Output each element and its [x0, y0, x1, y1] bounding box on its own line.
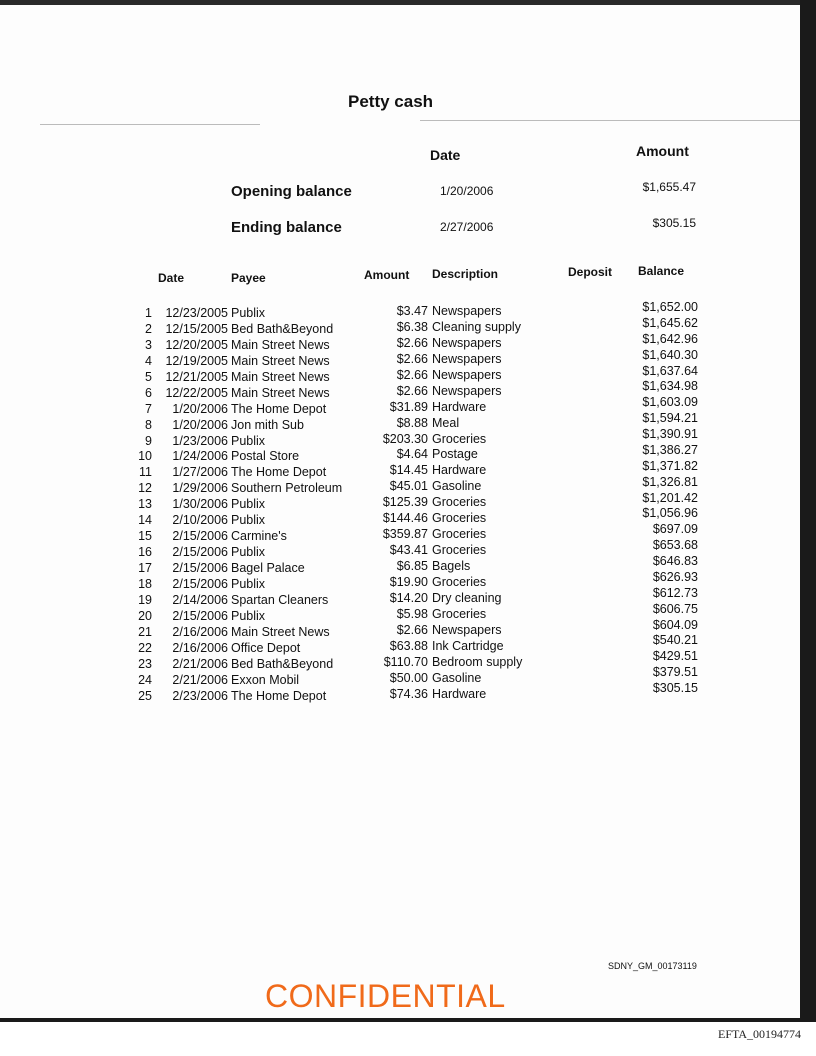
- summary-date-header: Date: [430, 147, 461, 163]
- row-balance: $612.73: [652, 585, 698, 600]
- doc-id: SDNY_GM_00173119: [608, 961, 697, 971]
- row-description: Bedroom supply: [432, 654, 523, 669]
- row-balance: $540.21: [652, 633, 698, 648]
- row-number: 22: [138, 640, 152, 655]
- row-amount: $2.66: [396, 383, 428, 398]
- row-amount: $125.39: [382, 495, 428, 510]
- row-description: Newspapers: [432, 335, 502, 350]
- row-description: Groceries: [432, 574, 487, 589]
- row-balance: $1,640.30: [642, 347, 698, 362]
- row-payee: Publix: [231, 306, 266, 320]
- row-number: 5: [145, 369, 152, 384]
- row-description: Newspapers: [432, 622, 502, 637]
- row-date: 1/24/2006: [172, 449, 228, 464]
- row-payee: Main Street News: [231, 353, 330, 368]
- row-balance: $626.93: [652, 569, 698, 584]
- row-description: Groceries: [432, 431, 487, 446]
- row-number: 18: [138, 576, 152, 591]
- row-balance: $646.83: [652, 554, 698, 569]
- row-number: 2: [145, 321, 152, 336]
- row-amount: $203.30: [382, 431, 428, 446]
- row-amount: $8.88: [396, 415, 428, 430]
- row-payee: Bed Bath&Beyond: [231, 321, 334, 336]
- row-amount: $19.90: [389, 574, 428, 589]
- scan-edge-right: [800, 0, 816, 1022]
- row-date: 1/20/2006: [172, 401, 228, 416]
- confidential-stamp: CONFIDENTIAL: [265, 978, 506, 1014]
- row-number: 21: [138, 624, 152, 639]
- row-balance: $1,634.98: [642, 379, 698, 394]
- row-number: 3: [145, 337, 152, 352]
- row-number: 25: [138, 688, 152, 703]
- row-balance: $697.09: [652, 522, 698, 537]
- row-amount: $4.64: [396, 447, 428, 462]
- row-amount: $144.46: [382, 511, 428, 526]
- row-amount: $2.66: [396, 335, 428, 350]
- row-date: 2/14/2006: [172, 592, 228, 607]
- row-balance: $606.75: [652, 601, 698, 616]
- row-description: Groceries: [432, 527, 487, 542]
- row-payee: Carmine's: [231, 529, 287, 544]
- row-date: 12/15/2005: [165, 321, 228, 336]
- row-amount: $50.00: [389, 670, 428, 685]
- row-payee: Publix: [231, 608, 266, 623]
- row-date: 2/21/2006: [172, 656, 228, 671]
- ending-balance-label: Ending balance: [231, 219, 342, 236]
- row-date: 2/15/2006: [172, 545, 228, 560]
- row-description: Hardware: [432, 399, 487, 414]
- row-balance: $1,642.96: [642, 331, 698, 346]
- row-description: Newspapers: [432, 367, 502, 382]
- opening-balance-date: 1/20/2006: [440, 184, 494, 198]
- row-payee: The Home Depot: [231, 688, 327, 703]
- row-description: Groceries: [432, 495, 487, 510]
- scan-edge-bottom: [0, 1018, 816, 1022]
- row-amount: $14.20: [389, 590, 428, 605]
- row-amount: $3.47: [396, 304, 428, 318]
- row-date: 2/10/2006: [172, 513, 228, 528]
- row-description: Cleaning supply: [432, 319, 521, 334]
- row-date: 1/29/2006: [172, 481, 228, 496]
- row-amount: $31.89: [389, 399, 428, 414]
- row-description: Hardware: [432, 686, 487, 701]
- row-payee: Postal Store: [231, 449, 300, 464]
- row-date: 2/15/2006: [172, 561, 228, 576]
- row-amount: $6.38: [396, 319, 428, 334]
- row-description: Newspapers: [432, 351, 502, 366]
- row-description: Groceries: [432, 606, 487, 621]
- row-payee: The Home Depot: [231, 401, 327, 416]
- row-payee: Publix: [231, 576, 266, 591]
- col-header-payee: Payee: [231, 271, 266, 285]
- row-payee: Publix: [231, 497, 266, 512]
- row-number: 8: [145, 417, 152, 432]
- row-date: 12/19/2005: [165, 353, 228, 368]
- col-header-balance: Balance: [638, 264, 685, 278]
- col-header-description: Description: [432, 267, 499, 281]
- row-number: 12: [138, 481, 152, 496]
- row-payee: Bed Bath&Beyond: [231, 656, 334, 671]
- row-amount: $43.41: [389, 543, 428, 558]
- efta-number: EFTA_00194774: [718, 1027, 802, 1041]
- row-balance: $1,390.91: [642, 427, 698, 442]
- row-number: 11: [139, 465, 152, 480]
- row-description: Ink Cartridge: [432, 638, 504, 653]
- row-payee: Publix: [231, 545, 266, 560]
- row-description: Meal: [432, 415, 460, 430]
- row-number: 19: [138, 592, 152, 607]
- row-date: 1/30/2006: [172, 497, 228, 512]
- row-number: 17: [138, 561, 152, 576]
- row-balance: $1,326.81: [642, 474, 698, 489]
- col-header-deposit: Deposit: [568, 265, 613, 279]
- ending-balance-amount: $305.15: [652, 216, 696, 230]
- ending-balance-date: 2/27/2006: [440, 220, 494, 234]
- row-date: 1/27/2006: [172, 465, 228, 480]
- row-payee: Spartan Cleaners: [231, 592, 329, 607]
- row-number: 4: [145, 353, 152, 368]
- row-number: 10: [138, 449, 152, 464]
- row-number: 24: [138, 672, 152, 687]
- row-payee: Jon mith Sub: [231, 417, 304, 432]
- row-number: 13: [138, 497, 152, 512]
- row-date: 2/21/2006: [172, 672, 228, 687]
- row-description: Gasoline: [432, 479, 482, 494]
- row-payee: Office Depot: [231, 640, 301, 655]
- scan-artifact-line: [420, 120, 800, 121]
- row-date: 2/15/2006: [172, 576, 228, 591]
- row-payee: Main Street News: [231, 385, 330, 400]
- row-date: 1/23/2006: [172, 433, 228, 448]
- row-date: 1/20/2006: [172, 417, 228, 432]
- row-amount: $110.70: [383, 654, 428, 669]
- row-number: 7: [145, 401, 152, 416]
- row-payee: Main Street News: [231, 369, 330, 384]
- row-payee: Publix: [231, 513, 266, 528]
- row-date: 2/23/2006: [172, 688, 228, 703]
- row-date: 2/15/2006: [172, 529, 228, 544]
- row-amount: $2.66: [396, 367, 428, 382]
- row-description: Hardware: [432, 463, 487, 478]
- row-description: Newspapers: [432, 383, 502, 398]
- row-balance: $653.68: [652, 538, 698, 553]
- row-number: 20: [138, 608, 152, 623]
- row-date: 12/22/2005: [165, 385, 228, 400]
- row-date: 12/23/2005: [165, 306, 228, 320]
- row-balance: $1,201.42: [642, 490, 698, 505]
- row-number: 16: [138, 545, 152, 560]
- row-amount: $63.88: [389, 638, 428, 653]
- row-amount: $359.87: [382, 527, 428, 542]
- row-description: Bagels: [432, 559, 471, 574]
- row-number: 9: [145, 433, 152, 448]
- row-amount: $5.98: [396, 606, 428, 621]
- scan-artifact-line: [40, 124, 260, 125]
- row-payee: Exxon Mobil: [231, 672, 300, 687]
- row-description: Groceries: [432, 543, 487, 558]
- row-balance: $1,594.21: [642, 411, 698, 426]
- row-date: 2/16/2006: [172, 624, 228, 639]
- row-balance: $604.09: [652, 617, 698, 632]
- row-balance: $1,645.62: [642, 315, 698, 330]
- row-balance: $1,603.09: [642, 395, 698, 410]
- row-date: 2/16/2006: [172, 640, 228, 655]
- col-header-date: Date: [158, 271, 185, 285]
- row-date: 12/21/2005: [165, 369, 228, 384]
- row-amount: $45.01: [389, 479, 428, 494]
- row-number: 6: [145, 385, 152, 400]
- row-description: Groceries: [432, 511, 487, 526]
- row-date: 12/20/2005: [165, 337, 228, 352]
- row-date: 2/15/2006: [172, 608, 228, 623]
- row-balance: $379.51: [652, 665, 698, 680]
- row-payee: Publix: [231, 433, 266, 448]
- row-balance: $305.15: [652, 681, 698, 696]
- row-number: 1: [145, 306, 152, 320]
- opening-balance-amount: $1,655.47: [642, 180, 696, 194]
- row-balance: $1,371.82: [642, 458, 698, 473]
- row-payee: Main Street News: [231, 624, 330, 639]
- row-amount: $6.85: [396, 559, 428, 574]
- table-row: [0, 681, 800, 705]
- row-amount: $74.36: [389, 686, 428, 701]
- summary-amount-header: Amount: [636, 143, 689, 159]
- row-balance: $1,652.00: [642, 300, 698, 314]
- row-balance: $1,637.64: [642, 363, 698, 378]
- row-payee: Main Street News: [231, 337, 330, 352]
- scan-edge-top: [0, 0, 800, 5]
- row-payee: Bagel Palace: [231, 561, 305, 576]
- row-balance: $429.51: [652, 649, 698, 664]
- row-description: Postage: [432, 447, 478, 462]
- row-description: Newspapers: [432, 304, 502, 318]
- row-number: 15: [138, 529, 152, 544]
- col-header-amount: Amount: [364, 268, 410, 282]
- row-description: Gasoline: [432, 670, 482, 685]
- row-amount: $14.45: [389, 463, 428, 478]
- row-payee: The Home Depot: [231, 465, 327, 480]
- row-number: 14: [138, 513, 152, 528]
- row-amount: $2.66: [396, 622, 428, 637]
- opening-balance-label: Opening balance: [231, 183, 352, 200]
- row-payee: Southern Petroleum: [231, 481, 343, 496]
- page-title: Petty cash: [348, 92, 434, 111]
- row-number: 23: [138, 656, 152, 671]
- row-description: Dry cleaning: [432, 590, 502, 605]
- row-balance: $1,386.27: [642, 442, 698, 457]
- row-amount: $2.66: [396, 351, 428, 366]
- row-balance: $1,056.96: [642, 506, 698, 521]
